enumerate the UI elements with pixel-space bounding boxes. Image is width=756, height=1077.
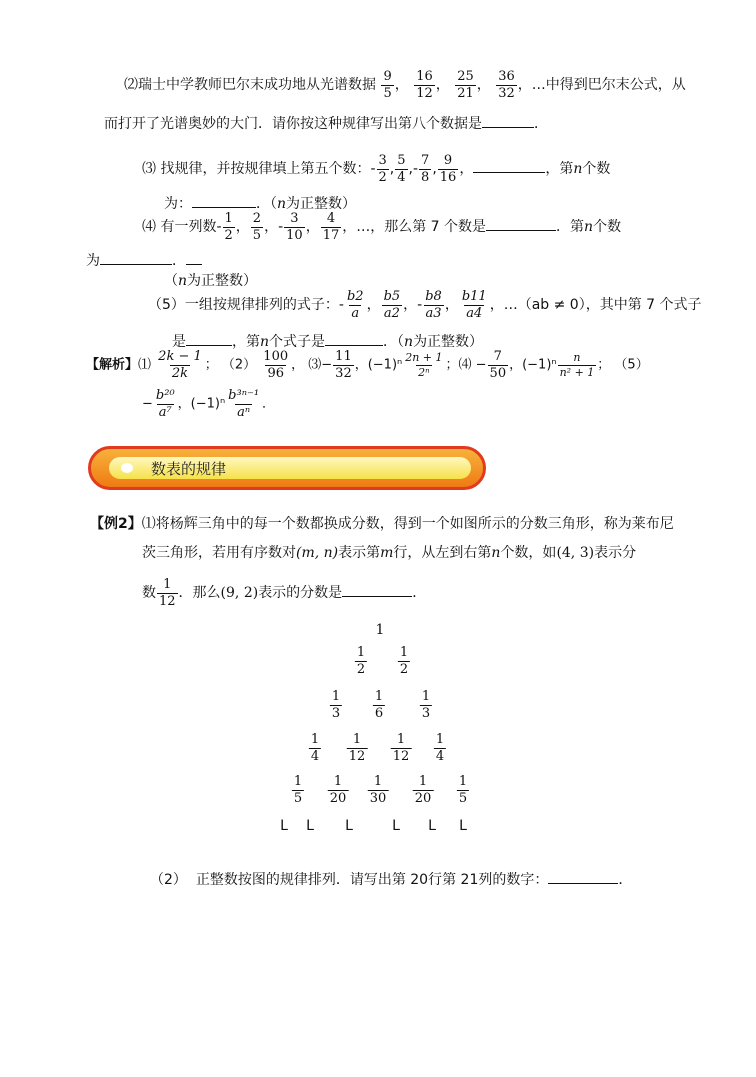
- p3-blank-1[interactable]: [473, 160, 545, 173]
- p5-blank-1[interactable]: [186, 333, 232, 346]
- triangle-cell: $\frac{1}{3}$: [421, 689, 431, 721]
- p5-line1: （5）一组按规律排列的式子：- $\frac{b2}{a}$ ， $\frac{b5}{a2}$ ，- $\frac{b8}{a3}$ ， $\frac{b11}{a4}$ ，…（ab ≠ 0），其中第 7 个式子: [148, 289, 702, 321]
- p4-frac-2: $\frac{2}{5}$: [252, 211, 262, 243]
- p2-blank[interactable]: [482, 115, 534, 128]
- triangle-row-2: [0, 646, 756, 690]
- triangle-cell: L: [345, 818, 353, 834]
- p4-frac-1: $\frac{1}{2}$: [224, 211, 233, 243]
- triangle-cell: L: [459, 818, 467, 834]
- ex2-line1: 【例2】⑴将杨辉三角中的每一个数都换成分数，得到一个如图所示的分数三角形，称为莱布尼: [90, 516, 674, 532]
- triangle-row-4: [0, 733, 756, 777]
- triangle-cell: $\frac{1}{20}$: [329, 774, 347, 806]
- p5-blank-2[interactable]: [325, 333, 383, 346]
- q2-blank[interactable]: [548, 871, 618, 884]
- p4-line1: ⑷ 有一列数- $\frac{1}{2}$ ， $\frac{2}{5}$ ，- $\frac{3}{10}$ ， $\frac{4}{17}$ ，…，那么第 7 个数是 ．第n个数: [142, 211, 622, 243]
- p5-frac-2: $\frac{b5}{a2}$: [383, 289, 401, 321]
- triangle-cell: $\frac{1}{30}$: [369, 774, 387, 806]
- ex2-line2: 茨三角形，若用有序数对(m, n)表示第m行，从左到右第n个数，如(4, 3)表示分: [142, 545, 637, 561]
- p4-blank-1[interactable]: [486, 218, 556, 231]
- p2-frac-4: $\frac{36}{32}$: [498, 69, 515, 101]
- triangle-cell: $\frac{1}{4}$: [435, 732, 445, 764]
- p3-frac-1: $\frac{3}{2}$: [378, 153, 387, 185]
- answer-line1: 【解析】⑴ $\frac{2k - 1}{2k}$ ； （2） $\frac{100}{96}$ ， ⑶− $\frac{11}{32}$ ，(−1)ⁿ $\frac{2n + 1}{\text{2ⁿ}}$ ；⑷ − $\frac{7}{50}$ ，(−1)ⁿ $\frac{n}{\text{n² + 1}}$ ； （5）: [86, 349, 649, 381]
- answer-label: 【解析】: [86, 357, 139, 373]
- p5-frac-4: $\frac{b11}{a4}$: [461, 289, 487, 321]
- triangle-cell: L: [306, 818, 314, 834]
- triangle-cell: $\frac{1}{12}$: [348, 732, 366, 764]
- section-title: 数表的规律: [151, 460, 227, 478]
- q2-line: （2） 正整数按图的规律排列．请写出第 20行第 21列的数字： ．: [150, 872, 633, 888]
- triangle-cell: $\frac{1}{2}$: [356, 645, 366, 677]
- triangle-cell: L: [428, 818, 436, 834]
- triangle-cell: $\frac{1}{5}$: [293, 774, 303, 806]
- p5-frac-1: $\frac{b2}{a}$: [346, 289, 364, 321]
- triangle-cell: $\frac{1}{12}$: [392, 732, 410, 764]
- section-banner: [88, 446, 486, 490]
- triangle-cell: L: [280, 818, 288, 834]
- p2-line2: 而打开了光谱奥妙的大门．请你按这种规律写出第八个数据是 ．: [104, 116, 548, 132]
- triangle-row-6: [0, 818, 756, 862]
- answer-line2: − $\frac{\text{b²⁰}}{\text{a⁷}}$ ，(−1)ⁿ $\frac{\text{b³ⁿ⁻¹}}{\text{aⁿ}}$ ．: [142, 388, 276, 420]
- p5-line2: 是 ，第n个式子是 ．（n为正整数）: [172, 334, 484, 350]
- p3-blank-2[interactable]: [192, 195, 256, 208]
- triangle-cell: $\frac{1}{20}$: [414, 774, 432, 806]
- p3-frac-2: $\frac{5}{4}$: [397, 153, 406, 185]
- triangle-cell: $\frac{1}{6}$: [374, 689, 384, 721]
- triangle-cell: $\frac{1}{3}$: [331, 689, 341, 721]
- p2-frac-2: $\frac{16}{12}$: [416, 69, 433, 101]
- bullet-dot-icon: [121, 463, 133, 473]
- p3-line1: ⑶ 找规律，并按规律填上第五个数：- $\frac{3}{2}$ , $\frac{5}{4}$ ,- $\frac{7}{8}$ , $\frac{9}{16}$ ， ，第n个数: [142, 153, 611, 185]
- q2-label: （2）: [150, 872, 187, 888]
- p4-line2: 为 ．: [86, 250, 202, 270]
- p4-frac-3: $\frac{3}{10}$: [286, 211, 303, 243]
- triangle-cell: $\frac{1}{4}$: [310, 732, 320, 764]
- p3-frac-4: $\frac{9}{16}$: [439, 153, 457, 185]
- triangle-cell: 1: [375, 622, 385, 638]
- p4-frac-4: $\frac{4}{17}$: [322, 211, 340, 243]
- p2-frac-3: $\frac{25}{21}$: [457, 69, 474, 101]
- p3-line2: 为： ．（n为正整数）: [164, 196, 357, 212]
- ex2-line3: 数 $\frac{1}{12}$ ．那么(9, 2)表示的分数是 ．: [142, 577, 427, 609]
- p3-frac-3: $\frac{7}{8}$: [421, 153, 430, 185]
- triangle-row-5: [0, 775, 756, 819]
- p4-line3: （n为正整数）: [164, 273, 258, 289]
- triangle-cell: $\frac{1}{2}$: [399, 645, 409, 677]
- triangle-cell: L: [392, 818, 400, 834]
- p5-frac-3: $\frac{b8}{a3}$: [425, 289, 442, 321]
- p2-line1: ⑵瑞士中学教师巴尔末成功地从光谱数据 $\frac{9}{5}$ ， $\frac{16}{12}$ ， $\frac{25}{21}$ ， $\frac{36}{32}$ ，…中得到巴尔末公式，从: [124, 69, 686, 101]
- triangle-cell: $\frac{1}{5}$: [458, 774, 468, 806]
- p4-blank-2[interactable]: [100, 252, 172, 265]
- triangle-row-3: [0, 690, 756, 734]
- p2-frac-1: $\frac{9}{5}$: [383, 69, 392, 101]
- example-label: 【例2】: [90, 516, 142, 532]
- ex2-blank[interactable]: [342, 584, 412, 597]
